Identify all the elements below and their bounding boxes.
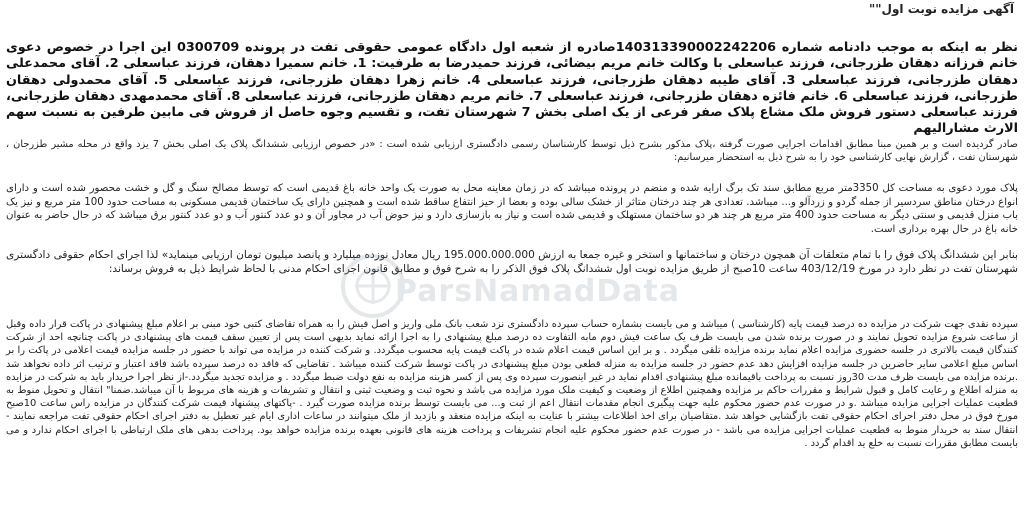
paragraph-property-description: پلاک مورد دعوی به مساحت کل 3350متر مربع مطابق سند تک برگ ارایه شده و منضم در پرونده میباشد که در زمان معاینه محل به صورت یک واحد خانه باغ قدیمی است که توسط مصالح سنگ و گل و خشت محصور شده است و دارای انواع درختان مناطق سردسیر از جمله گردو و زردآلو و... میباشد. تعدادی هر چند درختان متاثر از خشک سالی بوده و بعضا از حیز انتفاع ساقط شده است و همچنین دارای یک ساختمان قدیمی مسکونی به مساحت حدود 100 متر مربع و نیز یک باب منزل قدیمی و سنتی دیگر به مساحت حدود 400 متر مربع هر چند هر دو ساختمان مستهلک و قدیمی شده است و نیاز به بازسازی دارد و نیز حوض آب در مجاور آن و دو عدد کنتور آب و دو عدد کنتور برق میباشد که در حال حاضر به عنوان خانه باغ در حال بهره برداری است. — [6, 183, 1018, 235]
paragraph-valuation: بنابر این ششدانگ پلاک فوق را با تمام متعلقات آن همچون درختان و ساختمانها و استخر و غیره جمعا به ارزش 195.000.000.000 ریال معادل نوزده میلیارد و پانصد میلیون تومان ارزیابی مینماید» لذا اجرای احکام حقوقی دادگستری شهرستان تفت در نظر دارد در مورخ 403/12/19 ساعت 10صبح از طریق مزایده نوبت اول ششدانگ پلاک فوق الذکر را به شرح فوق و مطابق قانون اجرای احکام مدنی با لحاظ شرایط ذیل به فروش برساند: — [6, 249, 1018, 275]
paragraph-parties: نظر به اینکه به موجب دادنامه شماره 140313390002242206صادره از شعبه اول دادگاه عمومی حقوقی تفت در پرونده 0300709 این اجرا در خصوص دعوی خانم فرزانه دهقان طزرجانی، فرزند عباسعلی با وکالت خانم مریم بیضائی، فرزند حمیدرضا به طرفیت: 1. خانم سمیرا دهقان، فرزند عباسعلی 2. آقای محمدعلی دهقان طزرجانی، فرزند عباسعلی 3. آقای طیبه دهقان طزرجانی، فرزند عباسعلی 4. خانم زهرا دهقان طزرجانی، فرزند عباسعلی 5. آقای محمدولی دهقان طزرجانی، فرزند عباسعلی 6. خانم فائزه دهقان طزرجانی، فرزند عباسعلی 7. خانم مریم دهقان طزرجانی، فرزند عباسعلی 8. آقای محمدمهدی دهقان طزرجانی، فرزند عباسعلی دستور فروش ملک مشاع پلاک صفر فرعی از یک اصلی بخش 7 شهرستان تفت، و تقسیم وجوه حاصل از فروش فی مابین طرفین به نسبت سهم الارث مشارالیهم — [6, 40, 1018, 137]
watermark-text: ParsNamadData — [395, 274, 681, 309]
notice-title: آگهی مزایده نوبت اول"" — [869, 2, 1014, 16]
paragraph-expert-intro: صادر گردیده است و بر همین مبنا مطابق اقدامات اجرایی صورت گرفته ،پلاک مذکور بشرح ذیل توسط کارشناسان رسمی دادگستری ارزیابی شده است : «در خصوص ارزیابی ششدانگ پلاک یک اصلی بخش 7 یزد واقع در محله مشیر طزرجان ، شهرستان تفت ، گزارش نهایی کارشناسی خود را به شرح ذیل به استحضار میرسانیم: — [6, 139, 1018, 164]
paragraph-auction-conditions: سپرده نقدی جهت شرکت در مزایده ده درصد قیمت پایه (کارشناسی ) میباشد و می بایست بشماره حساب سپرده دادگستری نزد شعب بانک ملی واریز و اصل فیش را به همراه تقاضای کتبی خود مبنی بر اعلام مبلغ پیشنهادی در پاکت قرار داده وقبل از ساعت شروع مزایده تحویل نمایند و در صورت برنده شدن می بایست ظرف یک ساعت فیش دوم مابه التفاوت ده درصد مبلغ پیشنهادی را به اجرا ارائه نماید بدیهی است پس از تعیین سقف قیمت های پیشنهادی در پاکت چنانچه احد از شرکت کنندگان قیمت بالاتری در جلسه حضوری مزایده اعلام نماید برنده مزایده تلقی میگردد . و بر این اساس قیمت اعلام شده در پاکت قیمت پایه محسوب میگردد. و شرکت کننده در مزایده می تواند با حضور در جلسه مزایده قیمت اعلامی در پاکت را بر اساس مبلغ اعلامی سایر حاضرین در جلسه مزایده افزایش دهد عدم حضور در جلسه مزایده به منزله قطعی بودن مبلغ پیشنهادی در پاکت توسط شرکت کننده میباشد . تقاضایی که فاقد ده درصد سپرده باشد فاقد اعتبار و ترتیب اثر داده نخواهد شد .برنده مزایده می بایست ظرف مدت 30روز نسبت به پرداخت باقیمانده مبلغ پیشنهادی اقدام نماید در غیر اینصورت سپرده وی پس از کسر هزینه مزایده به نفع دولت ضبط میگردد . و مزایده تجدید میگردد.-از نظر اجرا خریدار باید به شرکت در مزایده به منزله اطلاع و رعایت کامل و قبول شرایط و مقررات حاکم بر مزایده وهمچنین اطلاع از وضعیت و کیفیت ملک مورد مزایده می باشد و نحوه ثبت و وضعیت ثبتی و انتقال و تشریفات و هزینه های مربوط با آن میباشد.ضمنا" انتقال و تحویل منوط به قطعیت عملیات اجرایی مزایده میباشد .و در صورت عدم حضور محکوم علیه جهت پیگیری انجام مقدمات انتقال اعم از ثبت و... می بایست توسط برنده مزایده صورت گیرد . -پاکتهای پیشنهاد قیمت شرکت کنندگان در مزایده راس ساعت 10صبح مورخ فوق در محل دفتر اجرای احکام حقوقی تفت بازگشایی خواهد شد .متقاضیان برای اخذ اطلاعات بیشتر با عنایت به اینکه مزایده منعقد و بازدید از ملک میتوانند در ساعات اداری ایام غیر تعطیل به دفتر اجرای احکام حقوقی تفت مراجعه نمایند - انتقال سند به خریدار منوط به قطعیت عملیات اجرایی مزایده می باشد - در صورت عدم حضور محکوم علیه انجام تشریفات و پرداخت هزینه های قانونی بعهده برنده مزایده خواهد بود. پرداخت بدهی های ملک ارتباطی با اجرای احکام ندارد و می بایست مطابق مقررات نسبت به خلع ید اقدام گردد . — [6, 319, 1018, 449]
